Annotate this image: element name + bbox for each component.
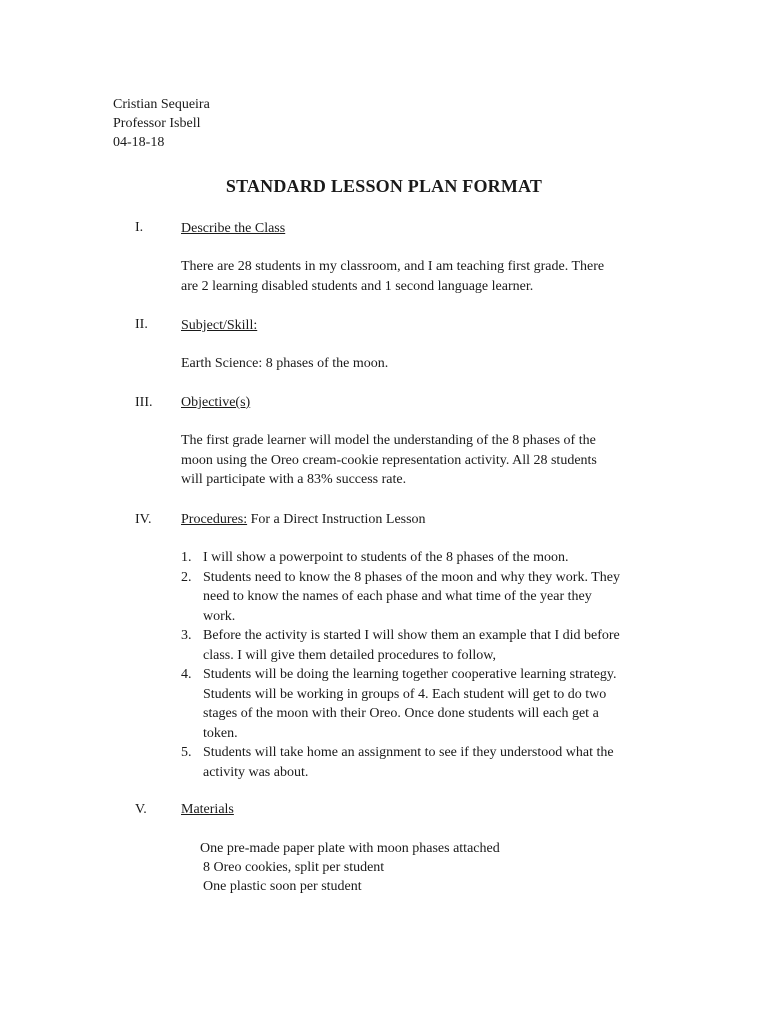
document-date: 04-18-18 xyxy=(113,135,165,150)
material-item: 8 Oreo cookies, split per student xyxy=(203,860,385,875)
section-2-body xyxy=(181,354,641,374)
professor-name: Professor Isbell xyxy=(113,116,201,131)
section-5-title: Materials xyxy=(181,802,234,817)
section-4-title: Procedures: xyxy=(181,512,248,527)
list-item-line: work. xyxy=(203,608,236,624)
section-2-numeral: II. xyxy=(135,317,148,332)
list-item xyxy=(181,626,661,665)
list-item-line: Students will take home an assignment to see if they understood what the xyxy=(203,745,614,760)
section-4-subtitle: For a Direct Instruction Lesson xyxy=(247,512,426,527)
list-item-number: 5. xyxy=(181,745,192,760)
list-item-number: 4. xyxy=(181,667,192,682)
list-item-line: Before the activity is started I will show them an example that I did before xyxy=(203,628,620,643)
section-3-line: The first grade learner will model the understanding of the 8 phases of the xyxy=(181,433,596,448)
list-item xyxy=(181,548,661,568)
section-4-numeral: IV. xyxy=(135,512,152,527)
section-1-numeral: I. xyxy=(135,220,144,235)
material-item: One pre-made paper plate with moon phases attached xyxy=(200,841,500,856)
list-item-number: 3. xyxy=(181,628,192,643)
list-item-line: Students will be doing the learning together cooperative learning strategy. xyxy=(203,667,617,682)
list-item-line: activity was about. xyxy=(203,764,309,780)
list-item-line: need to know the names of each phase and what time of the year they xyxy=(203,589,592,604)
document-title: STANDARD LESSON PLAN FORMAT xyxy=(225,176,543,196)
section-1-line: There are 28 students in my classroom, and I am teaching first grade. There xyxy=(181,259,605,274)
section-1-line: are 2 learning disabled students and 1 second language learner. xyxy=(181,278,534,294)
list-item-line: stages of the moon with their Oreo. Once done students will each get a xyxy=(203,706,599,721)
section-5-numeral: V. xyxy=(135,802,147,817)
list-item-number: 1. xyxy=(181,550,192,565)
section-3-body xyxy=(181,431,641,490)
material-item: One plastic soon per student xyxy=(203,879,362,894)
list-item-line: Students will be working in groups of 4. Each student will get to do two xyxy=(203,686,607,702)
list-item xyxy=(181,568,661,627)
section-3-title: Objective(s) xyxy=(181,395,251,410)
procedures-list xyxy=(181,548,661,782)
section-3-line: will participate with a 83% success rate. xyxy=(181,472,407,487)
list-item-line: Students need to know the 8 phases of the moon and why they work. They xyxy=(203,569,620,585)
student-name: Cristian Sequeira xyxy=(113,97,210,112)
section-2-title: Subject/Skill: xyxy=(181,318,258,333)
section-1-title: Describe the Class xyxy=(181,221,286,236)
list-item-line: I will show a powerpoint to students of the 8 phases of the moon. xyxy=(203,550,569,565)
list-item xyxy=(181,665,661,743)
list-item xyxy=(181,743,661,782)
section-3-line: moon using the Oreo cream-cookie representation activity. All 28 students xyxy=(181,452,597,468)
list-item-line: token. xyxy=(203,725,238,741)
section-1-body xyxy=(181,257,641,296)
section-3-numeral: III. xyxy=(135,395,153,410)
list-item-line: class. I will give them detailed procedures to follow, xyxy=(203,647,497,663)
list-item-number: 2. xyxy=(181,569,192,585)
section-4-heading xyxy=(181,510,426,530)
section-2-line: Earth Science: 8 phases of the moon. xyxy=(181,356,389,371)
